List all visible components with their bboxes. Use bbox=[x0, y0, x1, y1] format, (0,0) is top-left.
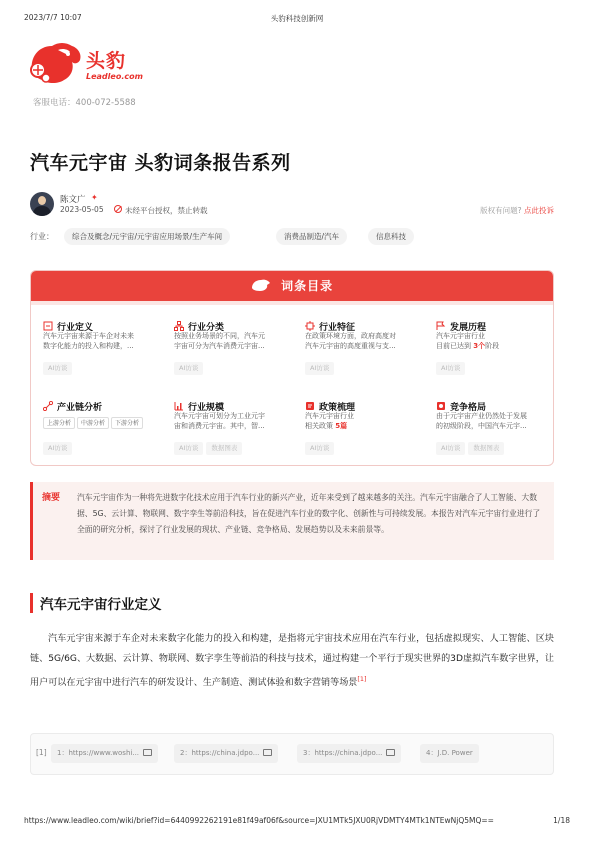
ai-interview-chip[interactable]: AI访谈 bbox=[43, 442, 72, 455]
print-footer bbox=[24, 816, 570, 828]
ai-interview-chip[interactable]: AI访谈 bbox=[43, 362, 72, 375]
history-icon bbox=[436, 316, 446, 326]
policy-desc-prefix: 相关政策 bbox=[305, 422, 336, 430]
reference-link[interactable] bbox=[297, 744, 401, 763]
industry-tag[interactable]: 消费品制造/汽车 bbox=[276, 228, 347, 245]
history-desc-prefix: 目前已达到 bbox=[436, 342, 474, 350]
brand-name-cn: 头豹 bbox=[86, 50, 127, 72]
history-stage-count: 3个 bbox=[473, 342, 486, 350]
references-label: [1] bbox=[36, 748, 47, 757]
downstream-tag[interactable]: 下游分析 bbox=[111, 417, 143, 429]
toc-title: 词条目录 bbox=[281, 279, 334, 293]
toc-item-desc: 在政策环境方面，政府高度对 汽车元宇宙的高度重视与支... bbox=[305, 332, 396, 350]
page-title: 汽车元宇宙 头豹词条报告系列 bbox=[30, 152, 291, 174]
chain-icon bbox=[43, 396, 53, 406]
ai-interview-chip[interactable]: AI访谈 bbox=[436, 442, 465, 455]
brand-logo[interactable] bbox=[28, 40, 148, 90]
author-row bbox=[30, 192, 554, 218]
abstract-box bbox=[30, 482, 554, 560]
image-icon bbox=[143, 749, 152, 756]
toc-item-industry-chain[interactable] bbox=[43, 395, 161, 465]
history-desc-suffix: 阶段 bbox=[485, 342, 500, 350]
leopard-icon bbox=[251, 278, 271, 292]
toc-item-history[interactable] bbox=[436, 315, 554, 385]
toc-item-classification[interactable] bbox=[174, 315, 292, 385]
footnote-ref[interactable]: [1] bbox=[357, 675, 367, 683]
toc-item-desc bbox=[305, 411, 420, 432]
toc-item-title: 产业链分析 bbox=[57, 403, 103, 413]
toc-item-features[interactable] bbox=[305, 315, 423, 385]
toc-item-title: 竞争格局 bbox=[450, 403, 487, 413]
midstream-tag[interactable]: 中游分析 bbox=[77, 417, 109, 429]
page-number: 1/18 bbox=[553, 816, 570, 825]
industry-tag[interactable]: 信息科技 bbox=[368, 228, 414, 245]
abstract-label: 摘要 bbox=[42, 493, 61, 503]
policy-desc-line: 汽车元宇宙行业 bbox=[305, 412, 354, 420]
print-datetime: 2023/7/7 10:07 bbox=[24, 13, 82, 22]
complaint-area bbox=[480, 205, 554, 216]
reference-link[interactable] bbox=[420, 744, 479, 763]
toc-item-title: 行业特征 bbox=[319, 323, 356, 333]
section-accent-bar bbox=[30, 593, 33, 613]
complaint-prompt: 版权有问题? bbox=[480, 206, 522, 215]
industry-row bbox=[30, 228, 554, 245]
image-icon bbox=[263, 749, 272, 756]
feature-icon bbox=[305, 316, 315, 326]
abstract-text: 汽车元宇宙作为一种将先进数字化技术应用于汽车行业的新兴产业，近年来受到了越来越多的关注。汽车元宇宙融合了人工智能、大数据、5G、云计算、物联网、数字孪生等前沿科技，旨在促进汽车行业的数字化、创新性与可持续发展。本报告对汽车元宇宙行业进行了全面的研究分析，探讨了行业发展的现状、产业链、竞争格局、发展趋势以及未来前景等。 bbox=[77, 493, 541, 534]
copyright-notice: 未经平台授权，禁止转载 bbox=[125, 206, 208, 215]
section-title: 汽车元宇宙行业定义 bbox=[40, 597, 162, 613]
upstream-tag[interactable]: 上游分析 bbox=[43, 417, 75, 429]
ai-interview-chip[interactable]: AI访谈 bbox=[305, 442, 334, 455]
toc-panel bbox=[30, 270, 554, 466]
toc-item-desc bbox=[436, 331, 551, 352]
competition-icon bbox=[436, 396, 446, 406]
leopard-logo-icon bbox=[28, 40, 84, 88]
section-body bbox=[30, 629, 554, 693]
toc-item-title: 发展历程 bbox=[450, 323, 487, 333]
references-box bbox=[30, 733, 554, 775]
toc-item-competition[interactable] bbox=[436, 395, 554, 465]
industry-tag[interactable]: 综合及概念/元宇宙/元宇宙应用场景/生产车间 bbox=[64, 228, 230, 245]
publish-date: 2023-05-05 bbox=[60, 205, 104, 214]
verified-badge-icon: ✦ bbox=[91, 193, 98, 202]
reference-text: 4：J.D. Power bbox=[426, 749, 473, 757]
author-avatar[interactable] bbox=[30, 192, 54, 216]
toc-item-title: 行业定义 bbox=[57, 323, 94, 333]
print-url: https://www.leadleo.com/wiki/brief?id=6440992262191e81f49af06f&source=JXU1MTk5JXU0RjVDMTY4MTk1NTEwNjQ5MQ== bbox=[24, 816, 494, 825]
ai-interview-chip[interactable]: AI访谈 bbox=[436, 362, 465, 375]
reference-text: 1：https://www.woshi... bbox=[57, 749, 140, 757]
toc-item-desc: 汽车元宇宙来源于车企对未来 数字化能力的投入和构建，... bbox=[43, 332, 134, 350]
scale-icon bbox=[174, 396, 184, 406]
brand-name-en: Leadleo.com bbox=[86, 72, 143, 81]
toc-item-title: 行业分类 bbox=[188, 323, 225, 333]
reference-text: 3：https://china.jdpo... bbox=[303, 749, 383, 757]
history-desc-line: 汽车元宇宙行业 bbox=[436, 332, 485, 340]
reference-link[interactable] bbox=[51, 744, 158, 763]
complaint-link[interactable]: 点此投诉 bbox=[524, 206, 554, 215]
toc-item-title: 行业规模 bbox=[188, 403, 225, 413]
classification-icon bbox=[174, 316, 184, 326]
toc-item-desc: 由于元宇宙产业仍然处于发展 的初级阶段，中国汽车元宇... bbox=[436, 412, 527, 430]
customer-hotline: 客服电话：400-072-5588 bbox=[33, 98, 136, 108]
author-name[interactable]: 陈文广 bbox=[60, 195, 86, 205]
policy-count: 5篇 bbox=[335, 422, 348, 430]
image-icon bbox=[386, 749, 395, 756]
ai-interview-chip[interactable]: AI访谈 bbox=[305, 362, 334, 375]
industry-label: 行业： bbox=[30, 232, 54, 241]
reference-link[interactable] bbox=[174, 744, 278, 763]
toc-item-definition[interactable] bbox=[43, 315, 161, 385]
policy-icon bbox=[305, 396, 315, 406]
prohibited-icon bbox=[114, 205, 122, 213]
print-site-name: 头豹科技创新网 bbox=[270, 14, 324, 23]
data-chart-chip[interactable]: 数据图表 bbox=[468, 442, 504, 455]
toc-item-market-size[interactable] bbox=[174, 395, 292, 465]
toc-item-desc: 按照业务场景的不同，汽车元 宇宙可分为汽车消费元宇宙... bbox=[174, 332, 265, 350]
ai-interview-chip[interactable]: AI访谈 bbox=[174, 362, 203, 375]
toc-item-title: 政策梳理 bbox=[319, 403, 356, 413]
definition-icon bbox=[43, 316, 53, 326]
body-paragraph: 汽车元宇宙来源于车企对未来数字化能力的投入和构建，是指将元宇宙技术应用在汽车行业，包括虚拟现实、人工智能、区块链、5G/6G、大数据、云计算、物联网、数字孪生等前沿的科技与技术，通过构建一个平行于现实世界的3D虚拟汽车数字世界，让用户可以在元宇宙中进行汽车的研发设计、生产制造、测试体验和数字营销等场景 bbox=[30, 634, 554, 689]
data-chart-chip[interactable]: 数据图表 bbox=[206, 442, 242, 455]
ai-interview-chip[interactable]: AI访谈 bbox=[174, 442, 203, 455]
toc-item-policy[interactable] bbox=[305, 395, 423, 465]
reference-text: 2：https://china.jdpo... bbox=[180, 749, 260, 757]
toc-header bbox=[31, 271, 553, 301]
print-header bbox=[24, 13, 570, 25]
toc-item-desc: 汽车元宇宙可划分为工业元宇 宙和消费元宇宙。其中，智... bbox=[174, 412, 265, 430]
